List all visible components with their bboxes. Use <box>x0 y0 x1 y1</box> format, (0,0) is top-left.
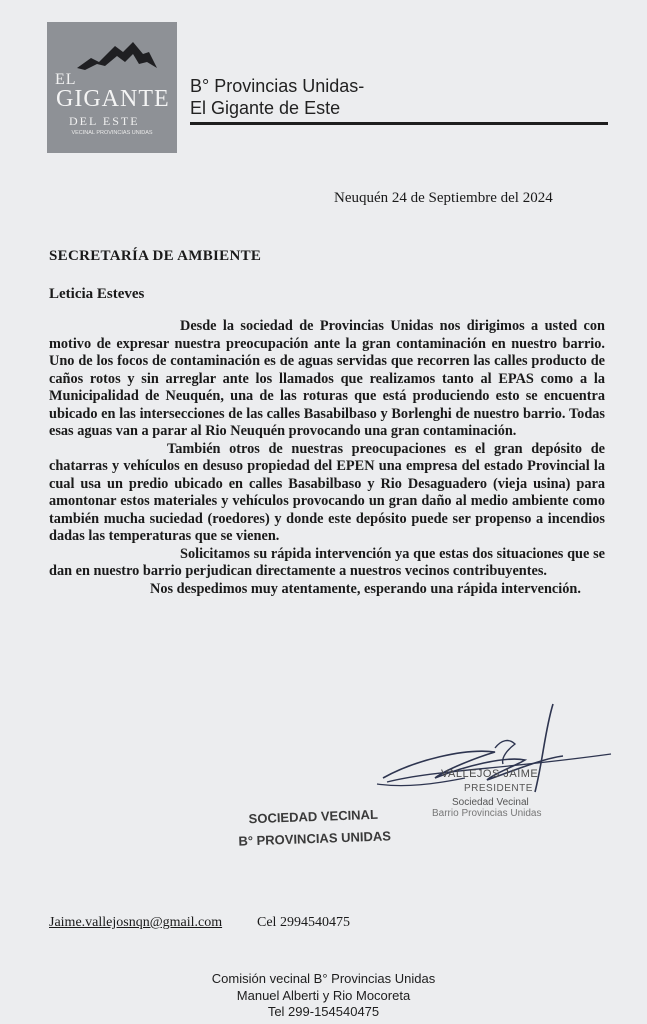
signature-org-line-1: Sociedad Vecinal <box>452 797 529 808</box>
mountain-icon <box>77 38 157 72</box>
signature-role: PRESIDENTE <box>464 783 533 794</box>
logo <box>47 22 177 153</box>
letter-date: Neuquén 24 de Septiembre del 2024 <box>334 190 553 206</box>
body-paragraph-3: Solicitamos su rápida intervención ya que estas dos situaciones que se dan en nuestro barrio perjudican directamente a nuestros vecinos contribuyentes. <box>49 545 605 579</box>
logo-text-gigante: GIGANTE <box>56 86 170 112</box>
stamp-line-1: SOCIEDAD VECINAL <box>248 806 379 827</box>
recipient-department: SECRETARÍA DE AMBIENTE <box>49 248 262 264</box>
logo-text-el: EL <box>55 71 77 88</box>
phone-number: Cel 2994540475 <box>257 915 350 930</box>
logo-text-del-este: DEL ESTE <box>69 114 140 128</box>
body-paragraph-1: Desde la sociedad de Provincias Unidas nos dirigimos a usted con motivo de expresar nuestra preocupación ante la gran contaminación en nuestro barrio. Uno de los focos de contaminación es de aguas servidas que recorren las calles producto de caños rotos y sin arreglar ante los llamados que realizamos tanto al EPAS como a la Municipalidad de Neuquén, una de las roturas que está produciendo esto se encuentra ubicado en las intersecciones de las calles Basabilbaso y Borlenghi de nuestro barrio. Todas esas aguas van a parar al Rio Neuquén provocando una gran contaminación. <box>49 318 605 439</box>
header-line-2: El Gigante de Este <box>190 98 341 118</box>
organization-stamp <box>237 803 391 852</box>
signature-org-line-2: Barrio Provincias Unidas <box>432 808 542 819</box>
signature-name: VALLEJOS JAIME <box>441 768 539 780</box>
footer-line-2: Manuel Alberti y Rio Mocoreta <box>236 987 411 1003</box>
logo-text-vecinal: VECINAL PROVINCIAS UNIDAS <box>71 130 153 136</box>
header-line-1: B° Provincias Unidas- <box>190 76 365 96</box>
footer-line-3: Tel 299-154540475 <box>267 1004 380 1019</box>
footer-line-1: Comisión vecinal B° Provincias Unidas <box>211 971 436 986</box>
header-divider <box>190 122 608 125</box>
body-paragraph-4: Nos despedimos muy atentamente, esperando una rápida intervención. <box>150 580 581 597</box>
footer <box>0 971 647 1021</box>
recipient-name: Leticia Esteves <box>49 286 145 302</box>
email-link[interactable]: Jaime.vallejosnqn@gmail.com <box>49 915 223 930</box>
stamp-line-2: B° PROVINCIAS UNIDAS <box>238 828 392 849</box>
letter-body <box>49 318 605 598</box>
body-paragraph-2: También otros de nuestras preocupaciones es el gran depósito de chatarras y vehículos en desuso propiedad del EPEN una empresa del estado Provincial la cual usa un predio ubicado en calles Basabilbaso y Rio Desaguadero (vieja usina) para amontonar estos materiales y vehículos provocando un gran daño al medio ambiente como también mucha suciedad (roedores) y donde este depósito puede ser propenso a incendios dadas las temperaturas que se vienen. <box>49 440 605 544</box>
